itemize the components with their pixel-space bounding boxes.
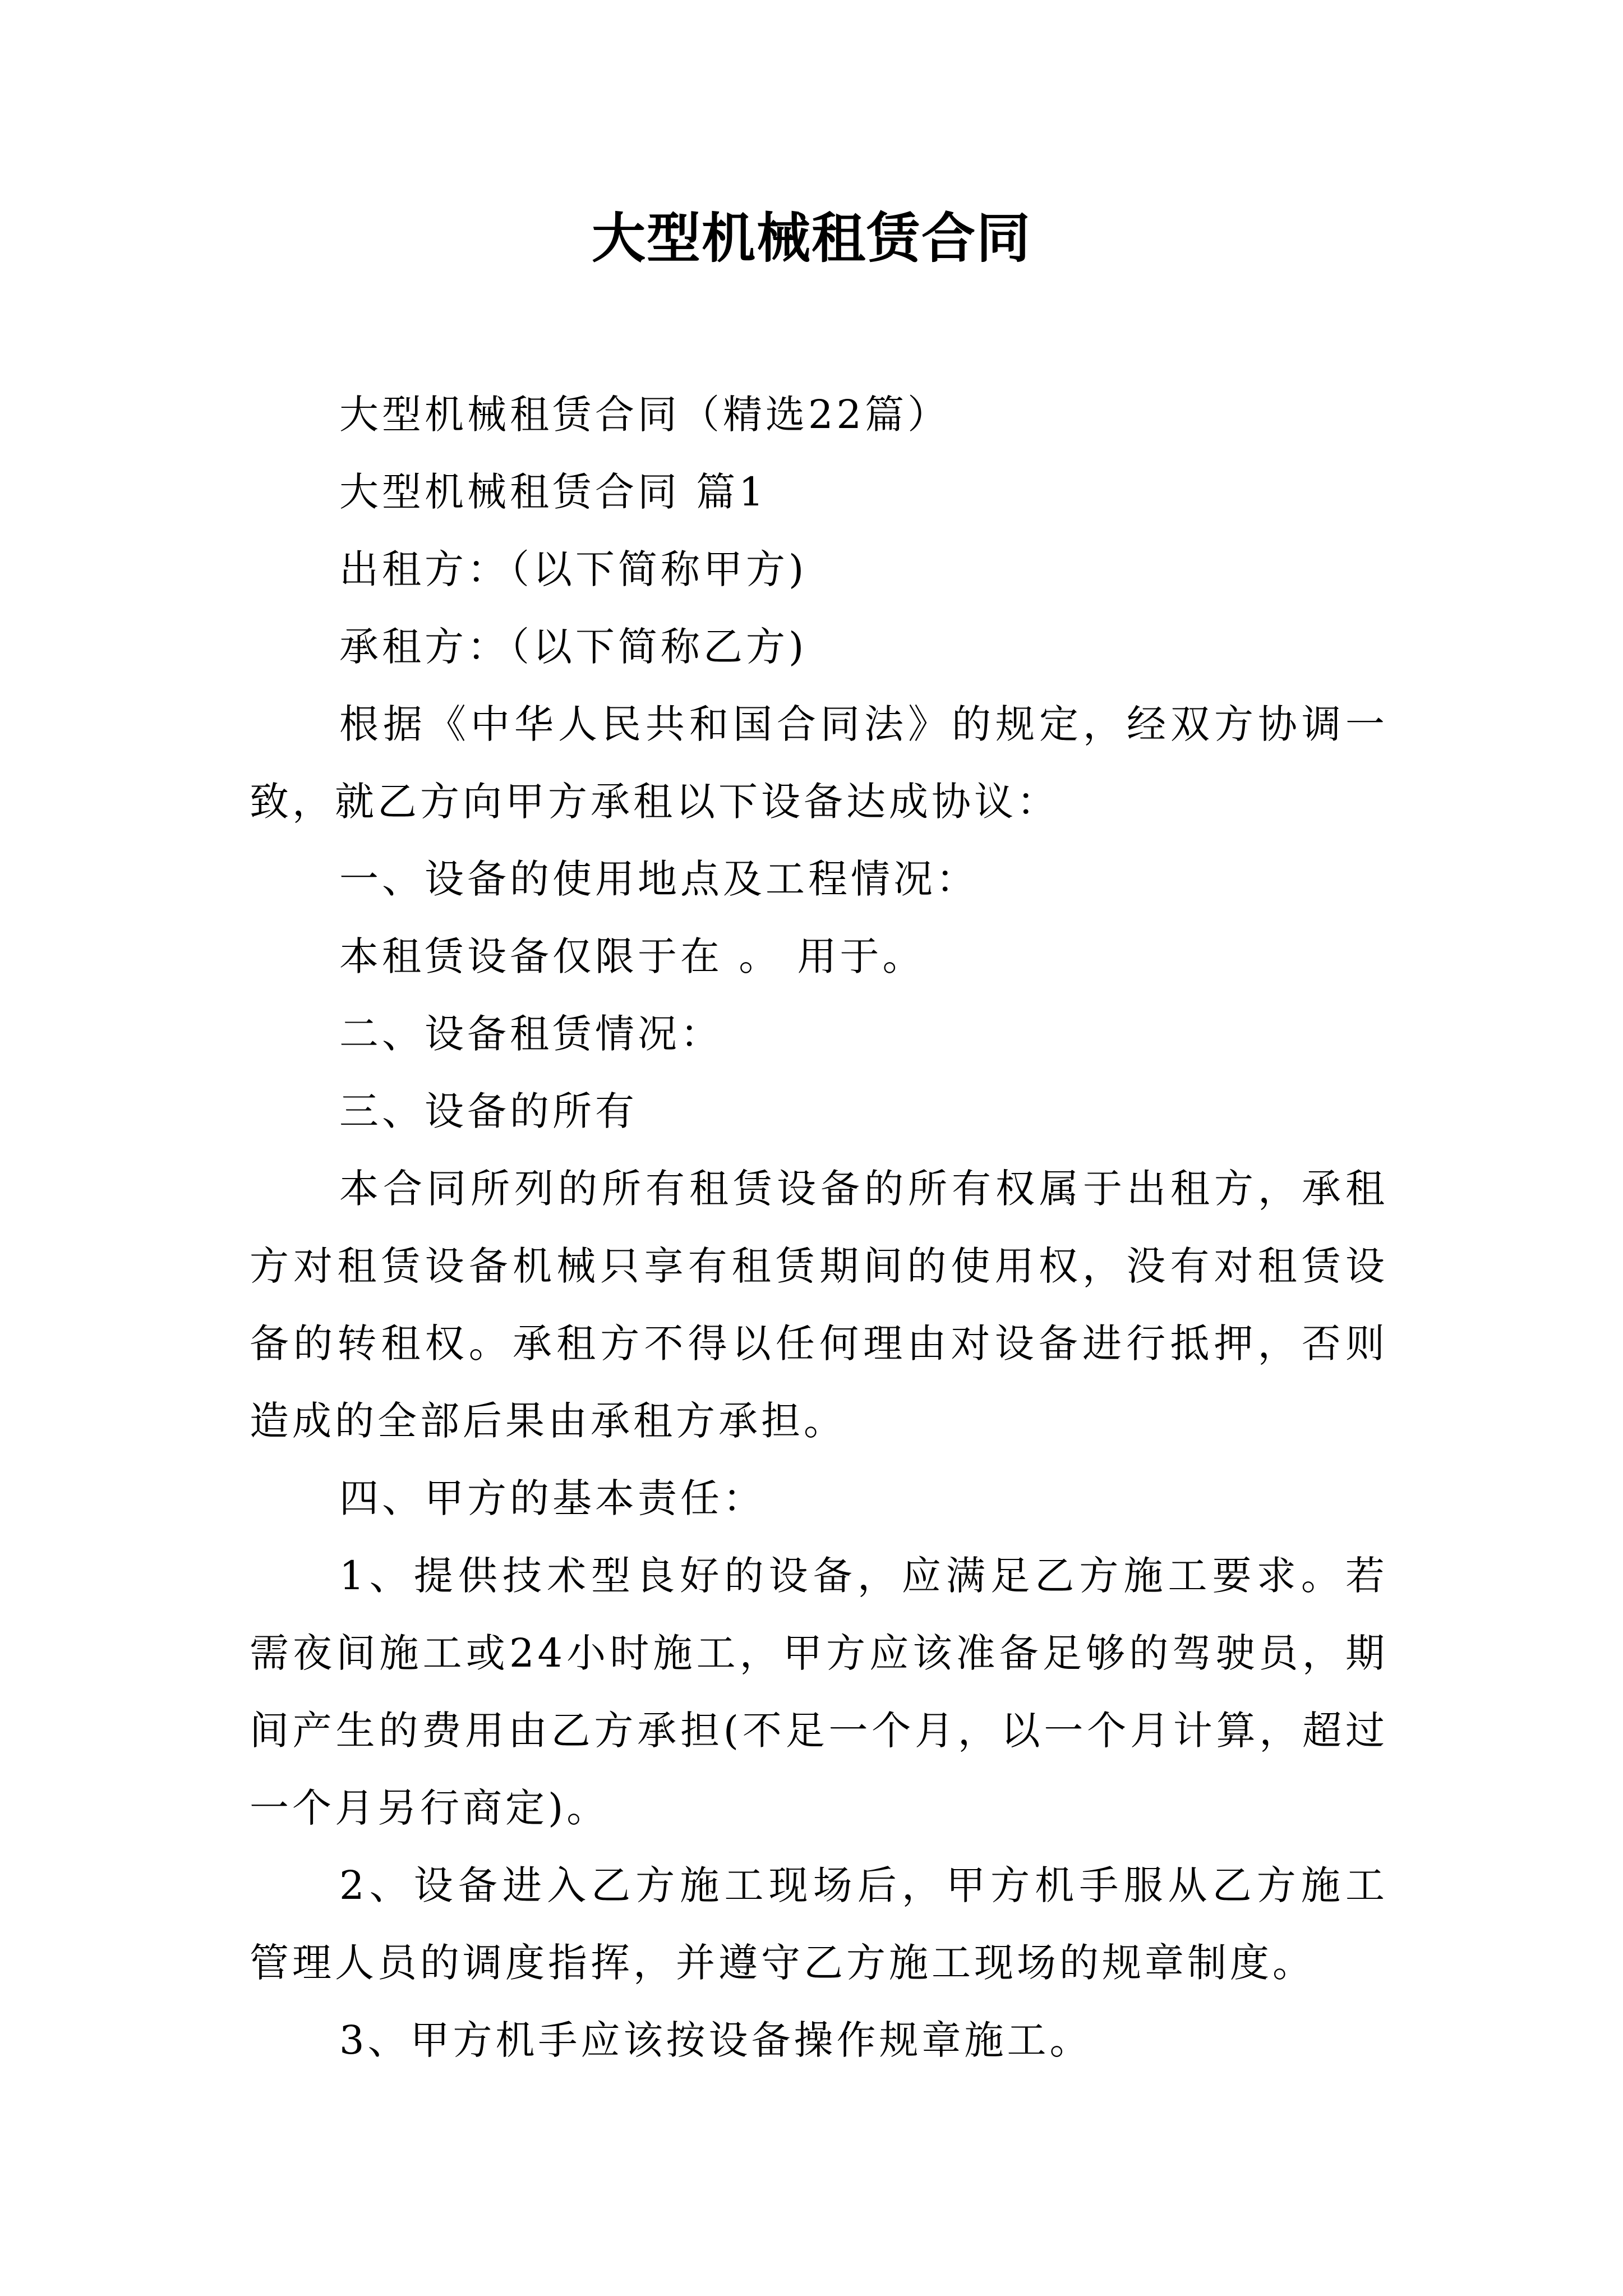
paragraph-duty-2: 2、设备进入乙方施工现场后，甲方机手服从乙方施工管理人员的调度指挥，并遵守乙方施工现场的规章制度。 — [250, 1862, 1388, 1986]
paragraph-clause-4-heading: 四、甲方的基本责任： — [339, 1475, 766, 1521]
document-title: 大型机械租赁合同 — [592, 206, 1031, 270]
paragraph-lessee: 承租方：（以下简称乙方) — [339, 624, 808, 670]
document-body — [250, 376, 1388, 2079]
paragraph-duty-3: 3、甲方机手应该按设备操作规章施工。 — [339, 2017, 1092, 2063]
paragraph-section-heading: 大型机械租赁合同 篇1 — [339, 469, 767, 515]
paragraph-usage-location: 本租赁设备仅限于在 。 用于。 — [339, 933, 925, 979]
paragraph-lessor: 出租方：（以下简称甲方) — [339, 546, 808, 592]
paragraph-duty-1: 1、提供技术型良好的设备，应满足乙方施工要求。若需夜间施工或24小时施工，甲方应该准备足够的驾驶员，期间产生的费用由乙方承担(不足一个月，以一个月计算，超过一个月另行商定)。 — [250, 1553, 1388, 1831]
paragraph-clause-1-heading: 一、设备的使用地点及工程情况： — [339, 856, 979, 902]
paragraph-preamble: 根据《中华人民共和国合同法》的规定，经双方协调一致，就乙方向甲方承租以下设备达成协议： — [250, 701, 1388, 825]
paragraph-clause-2-heading: 二、设备租赁情况： — [339, 1011, 723, 1057]
paragraph-clause-3-heading: 三、设备的所有 — [339, 1088, 638, 1134]
paragraph-subtitle: 大型机械租赁合同（精选22篇） — [339, 392, 951, 438]
paragraph-ownership: 本合同所列的所有租赁设备的所有权属于出租方，承租方对租赁设备机械只享有租赁期间的使用权，没有对租赁设备的转租权。承租方不得以任何理由对设备进行抵押，否则造成的全部后果由承租方承担。 — [250, 1166, 1388, 1444]
